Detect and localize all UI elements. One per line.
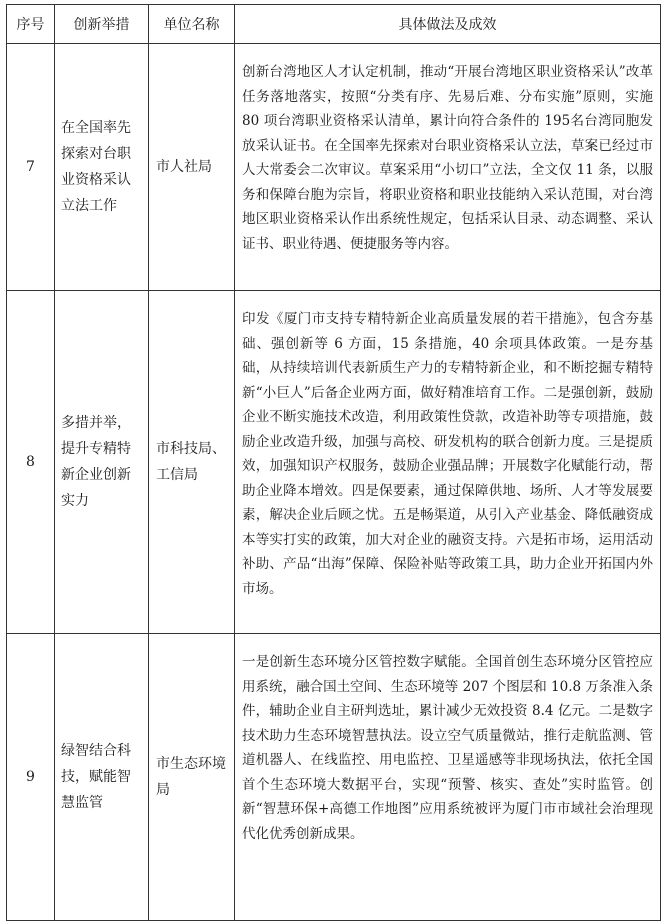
row-detail: 印发《厦门市支持专精特新企业高质量发展的若干措施》，包含夯基础、强创新等 6 方面，15 条措施，40 余项具体政策。一是夯基础，从持续培训代表新质生产力的专精特新企业，和不断挖掘专精特新“小巨人”后备企业两方面，做好精准培育工作。二是强创新，鼓励企业不断实施技术改造，利用政策性贷款，改造补助等专项措施，鼓励企业改造升级，加强与高校、研发机构的联合创新力度。三是提质效，加强知识产权服务，鼓励企业强品牌；开展数字化赋能行动，帮助企业降本增效。四是保要素，通过保障供地、场所、人才等发展要素，解决企业后顾之忧。五是畅渠道，从引入产业基金、降低融资成本等实打实的政策，加大对企业的融资支持。六是拓市场，运用活动补助、产品“出海”保障、保险补贴等政策工具，助力企业开拓国内外市场。 <box>235 291 661 634</box>
row-detail: 创新台湾地区人才认定机制，推动“开展台湾地区职业资格采认”改革任务落地落实，按照“分类有序、先易后难、分布实施”原则，实施 80 项台湾职业资格采认清单，累计向符合条件的 195名台湾同胞发放采认证书。在全国率先探索对台职业资格采认立法，草案已经过市人大常委会二次审议。草案采用“小切口”立法，全文仅 11 条，以服务和保障台胞为宗旨，将职业资格和职业技能纳入采认范围，对台湾地区职业资格采认作出系统性规定，包括采认目录、动态调整、采认证书、职业待遇、便捷服务等内容。 <box>235 44 661 291</box>
row-measure: 在全国率先探索对台职业资格采认立法工作 <box>55 44 149 291</box>
row-unit: 市人社局 <box>149 44 235 291</box>
row-number: 7 <box>7 44 55 291</box>
table-row <box>7 291 661 634</box>
table-row <box>7 44 661 291</box>
row-detail: 一是创新生态环境分区管控数字赋能。全国首创生态环境分区管控应用系统，融合国土空间、生态环境等 207 个图层和 10.8 万条准入条件，辅助企业自主研判选址，累计减少无效投资 8.4 亿元。二是数字技术助力生态环境智慧执法。设立空气质量微站，推行走航监测、管道机器人、在线监控、用电监控、卫星遥感等非现场执法，依托全国首个生态环境大数据平台，实现“预警、核实、查处”实时监管。创新“智慧环保+高德工作地图”应用系统被评为厦门市市域社会治理现代化优秀创新成果。 <box>235 634 661 921</box>
header-unit: 单位名称 <box>149 5 235 44</box>
innovation-measures-table <box>6 4 661 921</box>
document-page <box>6 4 661 921</box>
row-number: 8 <box>7 291 55 634</box>
table-header-row <box>7 5 661 44</box>
row-unit: 市科技局、工信局 <box>149 291 235 634</box>
table-row <box>7 634 661 921</box>
header-measure: 创新举措 <box>55 5 149 44</box>
header-no: 序号 <box>7 5 55 44</box>
header-detail: 具体做法及成效 <box>235 5 661 44</box>
row-measure: 绿智结合科技，赋能智慧监管 <box>55 634 149 921</box>
row-measure: 多措并举，提升专精特新企业创新实力 <box>55 291 149 634</box>
row-unit: 市生态环境局 <box>149 634 235 921</box>
row-number: 9 <box>7 634 55 921</box>
